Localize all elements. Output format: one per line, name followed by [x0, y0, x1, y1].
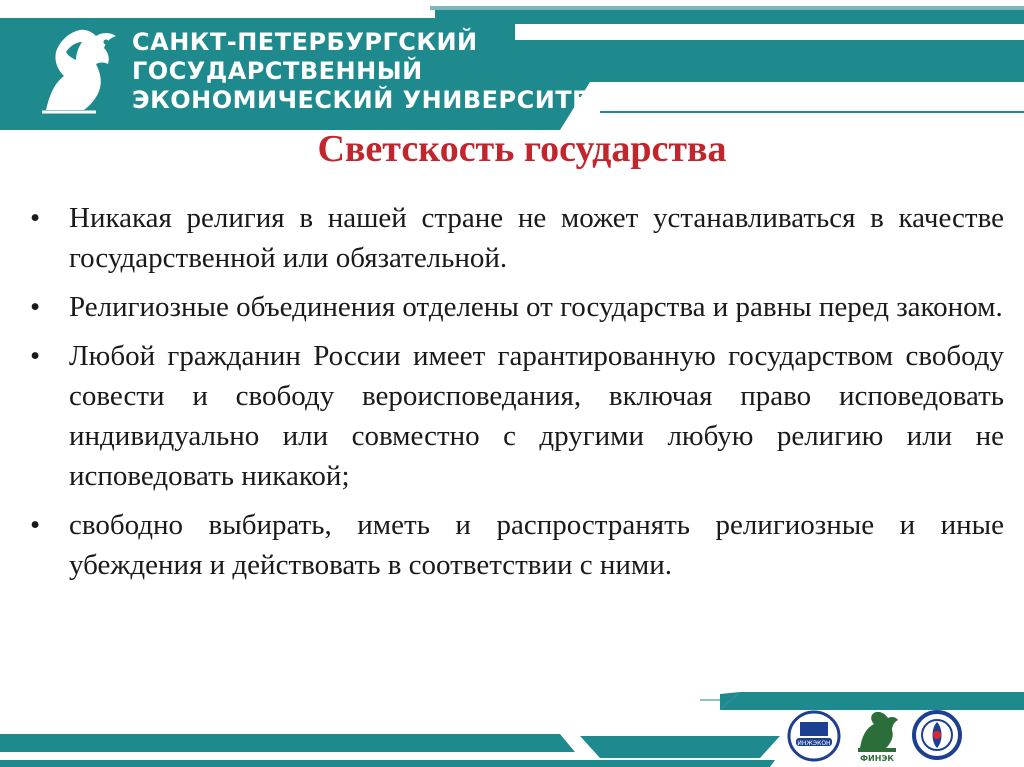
bullet-text: свободно выбирать, иметь и распространять религиозные и иные убеждения и действовать в соответствии с ними.	[69, 509, 1004, 581]
inzhekon-emblem-icon	[786, 708, 842, 767]
finec-label: ФИНЭК	[860, 754, 894, 762]
bullet-item	[30, 505, 1004, 585]
bullet-text: Любой гражданин России имеет гарантированную государством свободу совести и свободу вероисповедания, включая право исповедовать индивидуально или совместно с другими любую религию или не исповедовать никакой;	[69, 340, 1004, 492]
bullet-list	[30, 198, 1004, 594]
bullet-item	[30, 287, 1004, 327]
griffin-icon	[36, 22, 120, 116]
bullet-marker: •	[30, 202, 41, 234]
university-name-line: САНКТ-ПЕТЕРБУРГСКИЙ	[132, 28, 478, 56]
university-name	[132, 28, 606, 115]
university-name-line: ЭКОНОМИЧЕСКИЙ УНИВЕРСИТЕТ	[132, 86, 606, 114]
bullet-marker: •	[30, 291, 41, 323]
bullet-marker: •	[30, 340, 41, 372]
bullet-item	[30, 336, 1004, 496]
partner-circle-emblem-icon	[910, 708, 964, 767]
bullet-marker: •	[30, 509, 41, 541]
header-band	[0, 0, 1024, 130]
bullet-text: Никакая религия в нашей стране не может устанавливаться в качестве государственной или обязательной.	[69, 202, 1004, 274]
partner-logos	[786, 708, 1006, 762]
slide-title: Светскость государства	[317, 128, 727, 170]
svg-text:ИНЖЭКОН: ИНЖЭКОН	[797, 740, 831, 747]
bullet-item	[30, 198, 1004, 278]
university-name-line: ГОСУДАРСТВЕННЫЙ	[132, 57, 423, 85]
finec-griffin-icon	[854, 708, 900, 767]
bullet-text: Религиозные объединения отделены от государства и равны перед законом.	[69, 291, 1003, 323]
